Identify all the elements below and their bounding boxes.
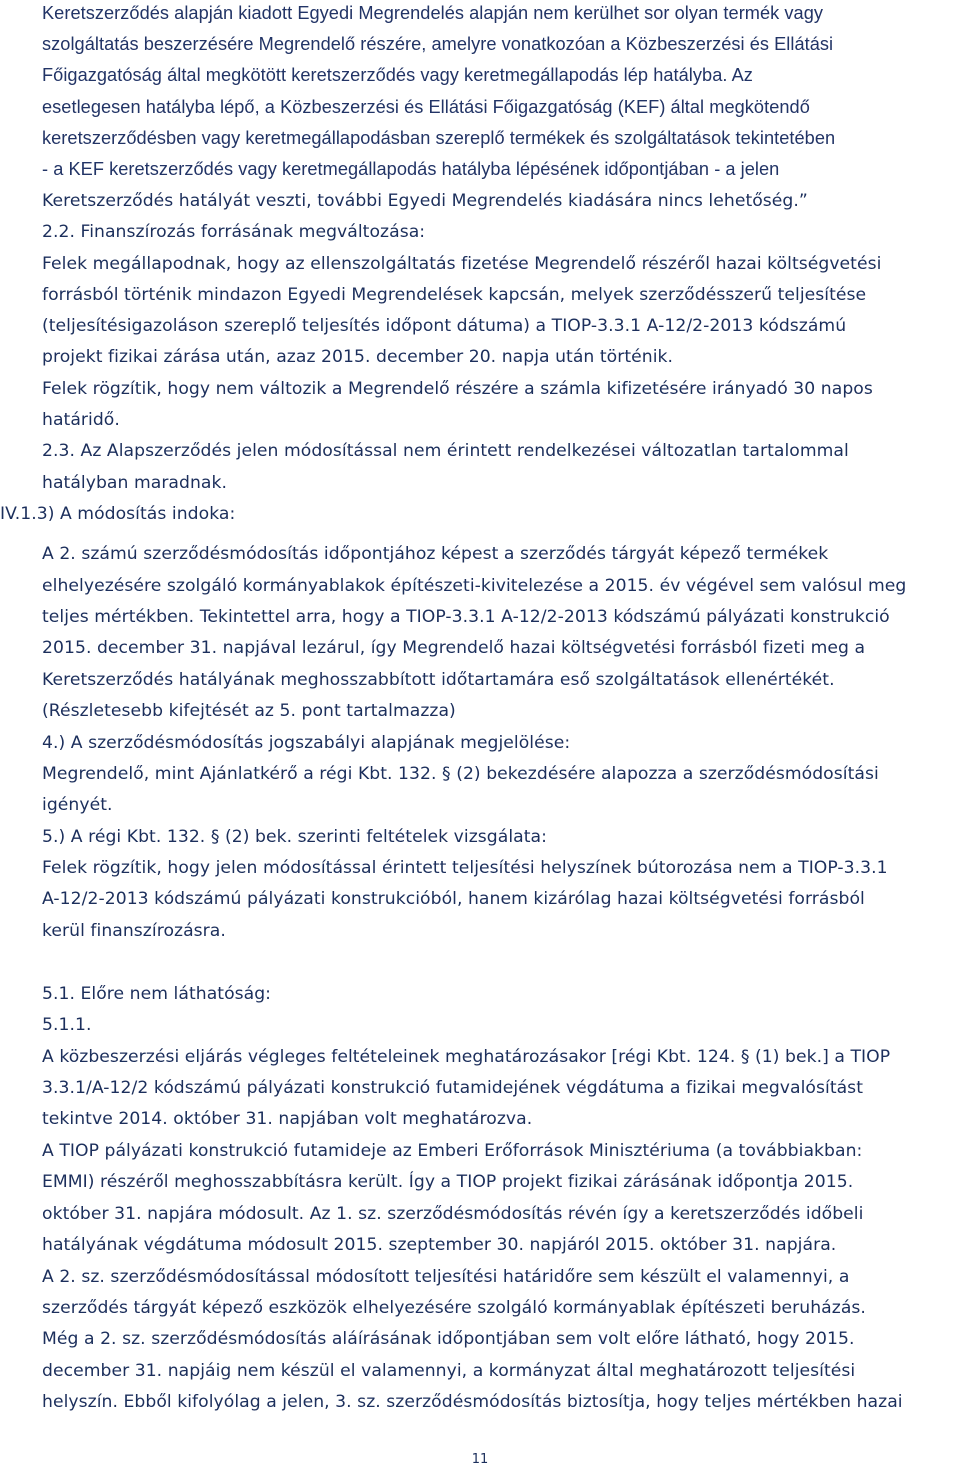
text-line: projekt fizikai zárása után, azaz 2015. december 20. napja után történik. [42,347,674,367]
text-line: hatályának végdátuma módosult 2015. szeptember 30. napjáról 2015. október 31. napjára. [42,1235,837,1255]
text-line: - a KEF keretszerződés vagy keretmegállapodás hatályba lépésének időpontjában - a jelen [42,159,780,179]
text-line: helyszín. Ebből kifolyólag a jelen, 3. sz. szerződésmódosítás biztosítja, hogy teljes mértékben hazai [42,1392,903,1412]
text-line: (teljesítésigazoláson szereplő teljesítés időpont dátuma) a TIOP-3.3.1 A-12/2-2013 kódszámú [42,316,847,336]
text-line: október 31. napjára módosult. Az 1. sz. szerződésmódosítás révén így a keretszerződés időbeli [42,1204,864,1224]
text-line: 3.3.1/A-12/2 kódszámú pályázati konstrukció futamidejének végdátuma a fizikai megvalósítást [42,1078,863,1098]
text-line: (Részletesebb kifejtését az 5. pont tartalmazza) [42,701,456,721]
text-line: A közbeszerzési eljárás végleges feltételeinek meghatározásakor [régi Kbt. 124. § (1) bek.] a TIOP [42,1047,891,1067]
section-heading: 2.3. Az Alapszerződés jelen módosítással nem érintett rendelkezései változatlan tartalommal [42,441,849,461]
text-line: EMMI) részéről meghosszabbításra került. Így a TIOP projekt fizikai zárásának időpontja 2015. [42,1172,854,1192]
page-number: 11 [471,1452,489,1467]
text-line: igényét. [42,795,113,815]
text-line: keretszerződésben vagy keretmegállapodásban szereplő termékek és szolgáltatások tekintetében [42,128,836,148]
text-line: Keretszerződés hatályát veszti, további Egyedi Megrendelés kiadására nincs lehetőség.” [42,191,808,211]
section-heading: 5.1.1. [42,1015,92,1035]
text-line: forrásból történik mindazon Egyedi Megrendelések kapcsán, melyek szerződésszerű teljesítése [42,285,867,305]
text-line: kerül finanszírozásra. [42,921,226,941]
text-line: A-12/2-2013 kódszámú pályázati konstrukcióból, hanem kizárólag hazai költségvetési forrásból [42,889,865,909]
text-line: A 2. számú szerződésmódosítás időpontjához képest a szerződés tárgyát képező termékek [42,544,829,564]
text-line: Még a 2. sz. szerződésmódosítás aláírásának időpontjában sem volt előre látható, hogy 2015. [42,1329,855,1349]
text-line: Főigazgatóság által megkötött keretszerződés vagy keretmegállapodás lép hatályba. Az [42,65,753,85]
section-heading: IV.1.3) A módosítás indoka: [0,504,236,524]
text-line: elhelyezésére szolgáló kormányablakok építészeti-kivitelezése a 2015. év végével sem valósul meg [42,576,907,596]
text-line: Keretszerződés alapján kiadott Egyedi Megrendelés alapján nem kerülhet sor olyan termék vagy [42,3,824,23]
text-line: tekintve 2014. október 31. napjában volt meghatározva. [42,1109,533,1129]
text-line: Felek megállapodnak, hogy az ellenszolgáltatás fizetése Megrendelő részéről hazai költségvetési [42,254,882,274]
section-heading: 5.1. Előre nem láthatóság: [42,984,272,1004]
text-line: 2015. december 31. napjával lezárul, így Megrendelő hazai költségvetési forrásból fizeti meg a [42,638,866,658]
text-line: szerződés tárgyát képező eszközök elhelyezésére szolgáló kormányablak építészeti beruházás. [42,1298,866,1318]
text-line: teljes mértékben. Tekintettel arra, hogy a TIOP-3.3.1 A-12/2-2013 kódszámú pályázati konstrukció [42,607,890,627]
text-line: esetlegesen hatályba lépő, a Közbeszerzési és Ellátási Főigazgatóság (KEF) által megkötendő [42,97,810,117]
text-line: december 31. napjáig nem készül el valamennyi, a kormányzat által meghatározott teljesítési [42,1361,856,1381]
text-line: hatályban maradnak. [42,473,228,493]
section-heading: 4.) A szerződésmódosítás jogszabályi alapjának megjelölése: [42,733,571,753]
section-heading: 5.) A régi Kbt. 132. § (2) bek. szerinti feltételek vizsgálata: [42,827,547,847]
text-line: Keretszerződés hatályának meghosszabbított időtartamára eső szolgáltatások ellenértékét. [42,670,835,690]
text-line: Megrendelő, mint Ajánlatkérő a régi Kbt. 132. § (2) bekezdésére alapozza a szerződésmódosítási [42,764,879,784]
text-line: A 2. sz. szerződésmódosítással módosított teljesítési határidőre sem készült el valamennyi, a [42,1267,850,1287]
text-line: A TIOP pályázati konstrukció futamideje az Emberi Erőforrások Minisztériuma (a továbbiakban: [42,1141,863,1161]
text-line: Felek rögzítik, hogy nem változik a Megrendelő részére a számla kifizetésére irányadó 30 napos [42,379,873,399]
text-line: szolgáltatás beszerzésére Megrendelő részére, amelyre vonatkozóan a Közbeszerzési és Ellátási [42,34,834,54]
text-line: Felek rögzítik, hogy jelen módosítással érintett teljesítési helyszínek bútorozása nem a TIOP-3.3.1 [42,858,888,878]
section-heading: 2.2. Finanszírozás forrásának megváltozása: [42,222,426,242]
text-line: határidő. [42,410,120,430]
